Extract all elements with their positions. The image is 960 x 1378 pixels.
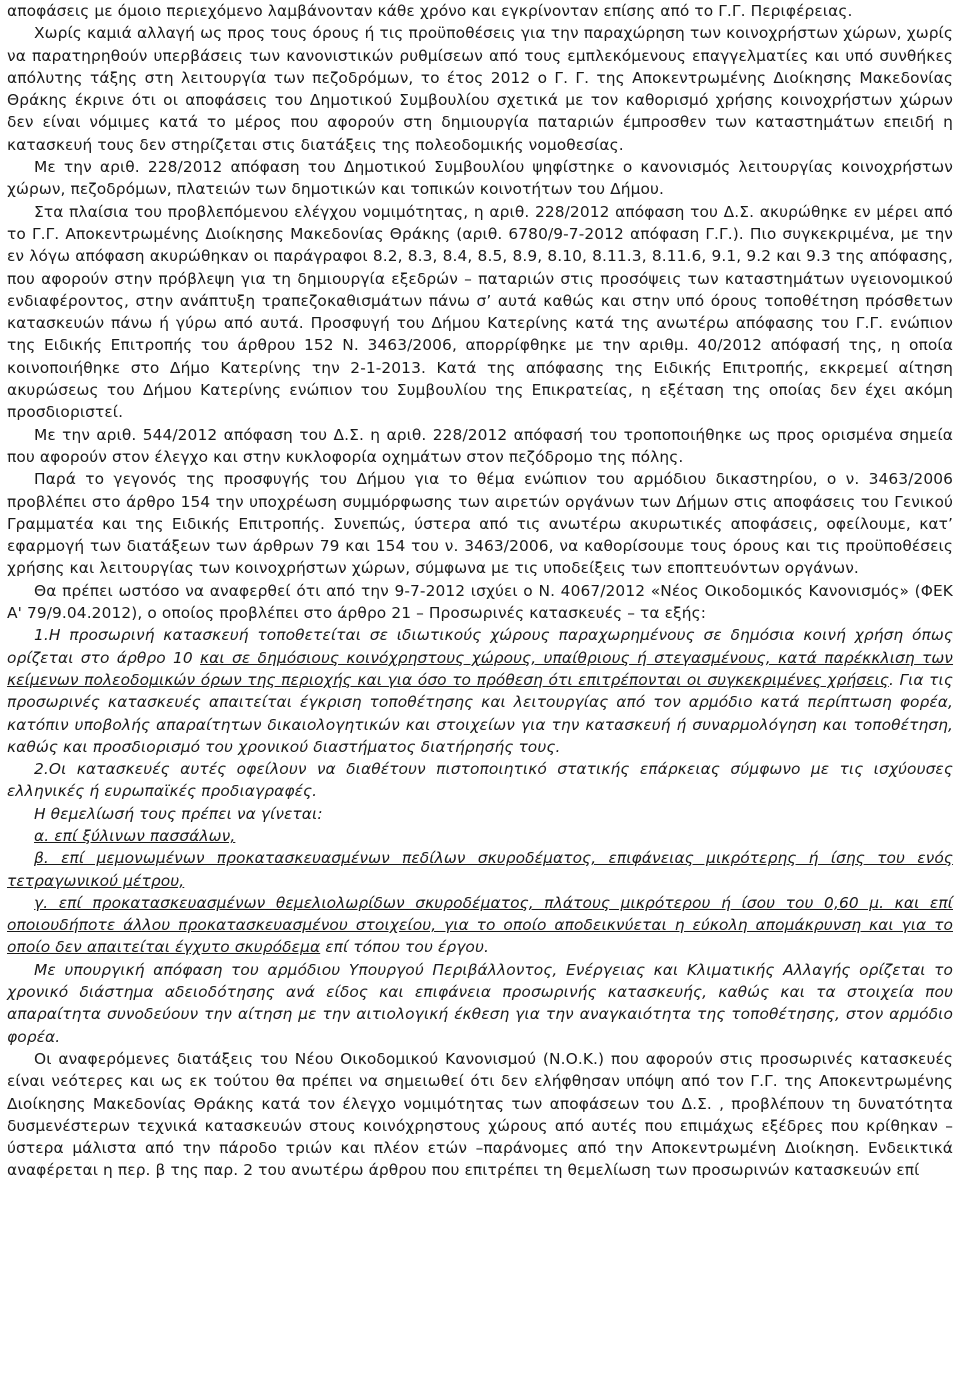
paragraph-3	[7, 201, 953, 424]
paragraph-1	[7, 22, 953, 156]
article-quote-item-2	[7, 758, 953, 803]
text-segment: Οι αναφερόμενες διατάξεις του Νέου Οικοδομικού Κανονισμού (Ν.Ο.Κ.) που αφορούν στις προσωρινές κατασκευές είναι νεότερες και ως εκ τούτου θα πρέπει να σημειωθεί ότι δεν ελήφθησαν υπόψη από τον Γ.Γ. της Αποκεντρωμένης Διοίκησης Μακεδονίας Θράκης κατά τον έλεγχο νομιμότητας των αποφάσεων του Δ.Σ. , προβλέπουν τη δυνατότητα δυσμενέστερων τεχνικά κατασκευών στους κοινόχρηστους χώρους από αυτές που επιμάχως εξέδρες που κρίθηκαν – ύστερα μάλιστα από την πάροδο τριών και πλέον ετών –παράνομες από την Αποκεντρωμένη Διοίκηση. Ενδεικτικά αναφέρεται η περ. β της παρ. 2 του ανωτέρω άρθρου που επιτρέπει τη θεμελίωση των προσωρινών κατασκευών επί	[7, 1049, 953, 1180]
paragraph-2	[7, 156, 953, 201]
text-segment: Με υπουργική απόφαση του αρμόδιου Υπουργού Περιβάλλοντος, Ενέργειας και Κλιματικής Αλλαγής ορίζεται το χρονικό διάστημα αδειοδότησης ανά είδος και επιφάνεια προσωρινής κατασκευής, καθώς και τα στοιχεία που απαραίτητα συνοδεύουν την αίτηση με την αιτιολογική έκθεση για την αναγκαιότητα της τοποθέτησης, στον αρμόδιο φορέα.	[7, 960, 953, 1046]
paragraph-noc-provisions	[7, 1048, 953, 1182]
text-segment: αποφάσεις με όμοιο περιεχόμενο λαμβάνονταν κάθε χρόνο και εγκρίνονταν επίσης από το Γ.Γ. Περιφέρειας.	[7, 2, 853, 20]
text-segment: 1.Η προσωρινή κατασκευή τοποθετείται σε ιδιωτικούς χώρους παραχωρημένους σε δημόσια κοινή χρήση όπως ορίζεται στο άρθρο 10	[7, 626, 953, 667]
article-quote-ministerial-decision	[7, 959, 953, 1048]
text-segment: . Για τις προσωρινές κατασκευές απαιτείται έγκριση τοποθέτησης και λειτουργίας από τον αρμόδιο κατά περίπτωση φορέα, κατόπιν υποβολής απαραίτητων δικαιολογητικών και στοιχείων για την κατασκευή ή συναρμολόγηση και τοποθέτηση, καθώς και προσδιορισμό του χρονικού διαστήματος διατήρησής τους.	[7, 670, 953, 756]
paragraph-0	[7, 0, 953, 22]
article-quote-foundation-intro	[7, 803, 953, 825]
text-segment: Η θεμελίωσή τους πρέπει να γίνεται:	[34, 804, 323, 823]
article-quote-case-a	[7, 825, 953, 847]
article-quote-case-c	[7, 892, 953, 959]
text-segment: Θα πρέπει ωστόσο να αναφερθεί ότι από την 9-7-2012 ισχύει ο Ν. 4067/2012 «Νέος Οικοδομικός Κανονισμός» (ΦΕΚ Α' 79/9.04.2012), ο οποίος προβλέπει στο άρθρο 21 – Προσωρινές κατασκευές – τα εξής:	[7, 581, 953, 623]
article-quote-item-1	[7, 624, 953, 758]
text-segment: α. επί ξύλινων πασσάλων,	[34, 826, 236, 845]
text-segment: και σε δημόσιους κοινόχρηστους χώρους, υπαίθριους ή στεγασμένους, κατά παρέκκλιση των κείμενων πολεοδομικών όρων της περιοχής και για όσο το πρόθεση ότι επιτρέπονται οι συγκεκριμένες χρήσεις	[7, 648, 954, 689]
text-segment: β. επί μεμονωμένων προκατασκευασμένων πεδίλων σκυροδέματος, επιφάνειας μικρότερης ή ίσης του ενός τετραγωνικού μέτρου,	[7, 849, 953, 890]
text-segment: γ. επί προκατασκευασμένων θεμελιολωρίδων σκυροδέματος, πλάτους μικρότερου ή ίσου του 0,60 μ. και επί οποιουδήποτε άλλου προκατασκευασμένου στοιχείου, για το οποίο αποδεικνύεται η εύκολη απομάκρυνση και για το οποίο δεν απαιτείται έγχυτο σκυρόδεμα	[7, 893, 953, 957]
paragraph-5	[7, 468, 953, 579]
paragraph-4	[7, 424, 953, 469]
text-segment: Στα πλαίσια του προβλεπόμενου ελέγχου νομιμότητας, η αριθ. 228/2012 απόφαση του Δ.Σ. ακυρώθηκε εν μέρει από το Γ.Γ. Αποκεντρωμένης Διοίκησης Μακεδονίας Θράκης (αριθ. 6780/9-7-2012 απόφαση Γ.Γ.). Πιο συγκεκριμένα, με την εν λόγω απόφαση ακυρώθηκαν οι παράγραφοι 8.2, 8.3, 8.4, 8.5, 8.9, 8.10, 8.11.3, 8.11.6, 9.1, 9.2 και 9.3 της απόφασης, που αφορούν στην πρόβλεψη για τη δημιουργία εξεδρών – παταριών στις προσόψεις των καταστημάτων υγειονομικού ενδιαφέροντος, στην ανάπτυξη τραπεζοκαθισμάτων πάνω σ’ αυτά καθώς και στην υπό όρους τοποθέτηση πρόσθετων κατασκευών πάνω ή γύρω από αυτά. Προσφυγή του Δήμου Κατερίνης κατά της ανωτέρω απόφασης του Γ.Γ. ενώπιον της Ειδικής Επιτροπής του άρθρου 152 Ν. 3463/2006, απορρίφθηκε με την αριθμ. 40/2012 απόφασή της, η οποία κοινοποιήθηκε στο Δήμο Κατερίνης την 2-1-2013. Κατά της απόφασης της Ειδικής Επιτροπής, εκκρεμεί αίτηση ακυρώσεως του Δήμου Κατερίνης ενώπιον του Συμβουλίου της Επικρατείας, η εξέταση της οποίας δεν έχει ακόμη προσδιοριστεί.	[7, 202, 953, 422]
text-segment: Χωρίς καμιά αλλαγή ως προς τους όρους ή τις προϋποθέσεις για την παραχώρηση των κοινοχρήστων χώρων, χωρίς να παρατηρηθούν υπερβάσεις των κανονιστικών ρυθμίσεων από τους εμπλεκόμενους επαγγελματίες και υπό συνθήκες απόλυτης τάξης στη λειτουργία των πεζοδρόμων, το έτος 2012 ο Γ. Γ. της Αποκεντρωμένης Διοίκησης Μακεδονίας Θράκης έκρινε ότι οι αποφάσεις του Δημοτικού Συμβουλίου σχετικά με τον καθορισμό χρήσης κοινοχρήστων χώρων δεν είναι νόμιμες κατά το μέρος που αφορούν στη δημιουργία παταριών έμπροσθεν των καταστημάτων επειδή η κατασκευή τους δεν στηρίζεται στις διατάξεις της πολεοδομικής νομοθεσίας.	[7, 24, 953, 154]
article-quote-case-b	[7, 847, 953, 892]
text-segment: επί τόπου του έργου.	[320, 938, 489, 957]
text-segment: Παρά το γεγονός της προσφυγής του Δήμου για το θέμα ενώπιον του αρμόδιου δικαστηρίου, ο ν. 3463/2006 προβλέπει στο άρθρο 154 την υποχρέωση συμμόρφωσης των αιρετών οργάνων των Δήμων στις αποφάσεις του Γενικού Γραμματέα και της Ειδικής Επιτροπής. Συνεπώς, ύστερα από τις ανωτέρω ακυρωτικές αποφάσεις, οφείλουμε, κατ’ εφαρμογή των διατάξεων των άρθρων 79 και 154 του ν. 3463/2006, να καθορίσουμε τους όρους και τις προϋποθέσεις χρήσης και λειτουργίας των κοινοχρήστων χώρων, σύμφωνα με τις υποδείξεις των εποπτευόντων οργάνων.	[7, 470, 953, 578]
text-segment: Με την αριθ. 544/2012 απόφαση του Δ.Σ. η αριθ. 228/2012 απόφασή του τροποποιήθηκε ως προς ορισμένα σημεία που αφορούν στον έλεγχο και στην κυκλοφορία οχημάτων στον πεζόδρομο της πόλης.	[7, 425, 953, 466]
paragraph-6	[7, 580, 953, 625]
text-segment: Με την αριθ. 228/2012 απόφαση του Δημοτικού Συμβουλίου ψηφίστηκε ο κανονισμός λειτουργίας κοινοχρήστων χώρων, πεζοδρόμων, πλατειών των δημοτικών και τοπικών κοινοτήτων του Δήμου.	[7, 158, 953, 199]
text-segment: 2.Οι κατασκευές αυτές οφείλουν να διαθέτουν πιστοποιητικό στατικής επάρκειας σύμφωνο με τις ισχύουσες ελληνικές ή ευρωπαϊκές προδιαγραφές.	[7, 760, 953, 801]
